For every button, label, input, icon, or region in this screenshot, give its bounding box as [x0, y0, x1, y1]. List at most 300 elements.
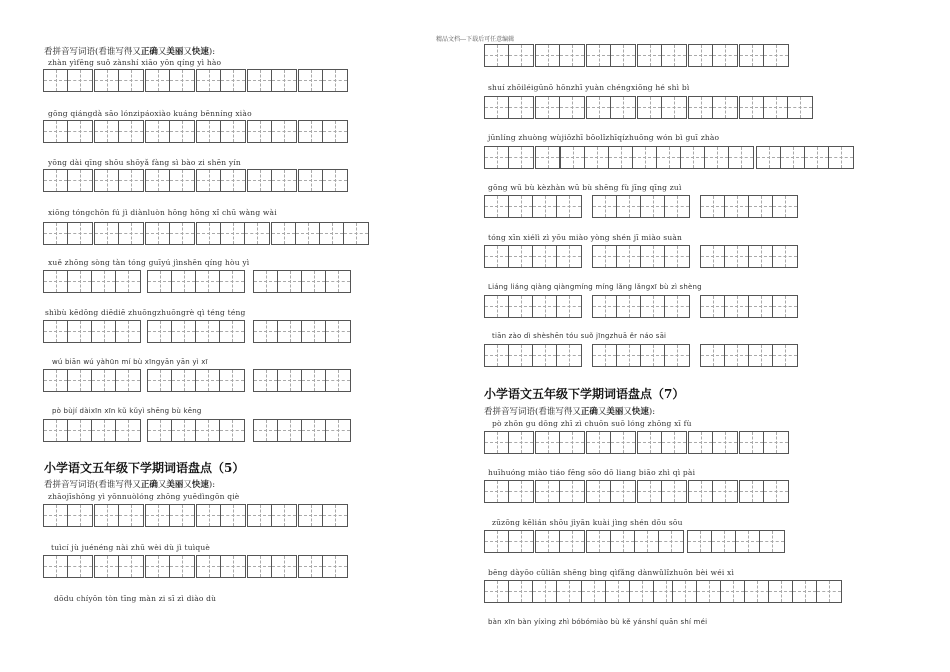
character-box[interactable] [662, 97, 686, 118]
character-box[interactable] [641, 246, 665, 267]
character-box[interactable] [245, 223, 269, 244]
character-box[interactable] [749, 296, 773, 317]
character-box[interactable] [272, 170, 296, 191]
character-box-group[interactable] [484, 344, 582, 367]
character-box[interactable] [44, 505, 68, 526]
character-box[interactable] [689, 481, 713, 502]
character-box[interactable] [170, 505, 194, 526]
character-box[interactable] [119, 556, 143, 577]
character-box[interactable] [248, 505, 272, 526]
character-box[interactable] [196, 370, 220, 391]
character-box[interactable] [773, 246, 797, 267]
character-box[interactable] [638, 481, 662, 502]
character-box[interactable] [254, 321, 278, 342]
character-box[interactable] [119, 170, 143, 191]
character-box[interactable] [611, 531, 635, 552]
character-box[interactable] [299, 121, 323, 142]
character-box[interactable] [68, 271, 92, 292]
character-box[interactable] [119, 505, 143, 526]
character-box[interactable] [254, 420, 278, 441]
character-box-group[interactable] [253, 320, 351, 343]
character-box-group[interactable] [688, 431, 738, 454]
character-box-group[interactable] [700, 344, 798, 367]
character-box[interactable] [536, 531, 560, 552]
character-box[interactable] [509, 481, 533, 502]
character-box[interactable] [92, 370, 116, 391]
character-box-group[interactable] [688, 96, 738, 119]
character-box[interactable] [665, 345, 689, 366]
character-box-group[interactable] [271, 222, 369, 245]
character-box[interactable] [740, 45, 764, 66]
character-box-group[interactable] [247, 504, 297, 527]
character-box[interactable] [116, 370, 140, 391]
character-box[interactable] [92, 321, 116, 342]
character-box[interactable] [272, 505, 296, 526]
character-box-group[interactable] [147, 320, 245, 343]
character-box[interactable] [326, 271, 350, 292]
character-box[interactable] [299, 556, 323, 577]
character-box-group[interactable] [700, 195, 798, 218]
character-box[interactable] [773, 196, 797, 217]
character-box[interactable] [116, 321, 140, 342]
character-box[interactable] [817, 581, 841, 602]
character-box[interactable] [272, 70, 296, 91]
character-box[interactable] [705, 147, 729, 168]
character-box[interactable] [326, 420, 350, 441]
character-box[interactable] [701, 196, 725, 217]
character-box-group[interactable] [247, 555, 297, 578]
character-box[interactable] [725, 345, 749, 366]
character-box[interactable] [633, 147, 657, 168]
character-box[interactable] [509, 531, 533, 552]
character-box-group[interactable] [535, 530, 585, 553]
character-box-group[interactable] [592, 295, 690, 318]
character-box-group[interactable] [687, 530, 785, 553]
character-box[interactable] [170, 223, 194, 244]
character-box-group[interactable] [298, 169, 348, 192]
character-box-group[interactable] [637, 44, 687, 67]
character-box[interactable] [560, 45, 584, 66]
character-box[interactable] [68, 370, 92, 391]
character-box[interactable] [146, 121, 170, 142]
character-box[interactable] [665, 246, 689, 267]
character-box[interactable] [172, 370, 196, 391]
character-box[interactable] [740, 97, 764, 118]
character-box[interactable] [688, 531, 712, 552]
character-box[interactable] [116, 271, 140, 292]
character-box-group[interactable] [586, 480, 636, 503]
character-box[interactable] [299, 505, 323, 526]
character-box-group[interactable] [768, 580, 842, 603]
character-box-group[interactable] [581, 580, 679, 603]
character-box-group[interactable] [94, 222, 144, 245]
character-box-group[interactable] [535, 431, 585, 454]
character-box[interactable] [278, 370, 302, 391]
character-box-group[interactable] [147, 270, 245, 293]
character-box[interactable] [323, 170, 347, 191]
character-box[interactable] [148, 420, 172, 441]
character-box[interactable] [662, 481, 686, 502]
character-box[interactable] [302, 271, 326, 292]
character-box[interactable] [630, 581, 654, 602]
character-box[interactable] [485, 97, 509, 118]
character-box[interactable] [659, 531, 683, 552]
character-box[interactable] [272, 556, 296, 577]
character-box[interactable] [485, 196, 509, 217]
character-box-group[interactable] [739, 480, 789, 503]
character-box[interactable] [196, 420, 220, 441]
character-box-group[interactable] [700, 295, 798, 318]
character-box-group[interactable] [484, 146, 534, 169]
character-box[interactable] [764, 45, 788, 66]
character-box-group[interactable] [739, 431, 789, 454]
character-box[interactable] [302, 370, 326, 391]
character-box-group[interactable] [535, 44, 585, 67]
character-box[interactable] [641, 296, 665, 317]
character-box[interactable] [638, 45, 662, 66]
character-box[interactable] [829, 147, 853, 168]
character-box[interactable] [248, 70, 272, 91]
character-box-group[interactable] [94, 69, 144, 92]
character-box-group[interactable] [586, 530, 684, 553]
character-box[interactable] [560, 432, 584, 453]
character-box-group[interactable] [43, 419, 141, 442]
character-box-group[interactable] [298, 504, 348, 527]
character-box[interactable] [736, 531, 760, 552]
character-box[interactable] [254, 370, 278, 391]
character-box-group[interactable] [535, 96, 585, 119]
character-box-group[interactable] [253, 270, 351, 293]
character-box-group[interactable] [145, 120, 195, 143]
character-box-group[interactable] [43, 222, 93, 245]
character-box[interactable] [221, 505, 245, 526]
character-box[interactable] [248, 121, 272, 142]
character-box[interactable] [485, 246, 509, 267]
character-box[interactable] [323, 505, 347, 526]
character-box-group[interactable] [145, 555, 195, 578]
character-box-group[interactable] [247, 69, 297, 92]
character-box-group[interactable] [739, 96, 813, 119]
character-box[interactable] [296, 223, 320, 244]
character-box[interactable] [509, 196, 533, 217]
character-box[interactable] [509, 581, 533, 602]
character-box[interactable] [272, 223, 296, 244]
character-box[interactable] [323, 556, 347, 577]
character-box[interactable] [344, 223, 368, 244]
character-box[interactable] [148, 271, 172, 292]
character-box-group[interactable] [592, 344, 690, 367]
character-box[interactable] [617, 246, 641, 267]
character-box[interactable] [278, 271, 302, 292]
character-box[interactable] [485, 581, 509, 602]
character-box-group[interactable] [147, 419, 245, 442]
character-box[interactable] [95, 170, 119, 191]
character-box[interactable] [485, 45, 509, 66]
character-box-group[interactable] [637, 96, 687, 119]
character-box[interactable] [713, 45, 737, 66]
character-box[interactable] [196, 321, 220, 342]
character-box[interactable] [725, 246, 749, 267]
character-box[interactable] [697, 581, 721, 602]
character-box-group[interactable] [298, 555, 348, 578]
character-box[interactable] [44, 70, 68, 91]
character-box[interactable] [68, 556, 92, 577]
character-box-group[interactable] [196, 169, 246, 192]
character-box[interactable] [587, 481, 611, 502]
character-box-group[interactable] [484, 96, 534, 119]
character-box[interactable] [557, 581, 581, 602]
character-box[interactable] [68, 121, 92, 142]
character-box[interactable] [509, 97, 533, 118]
character-box[interactable] [585, 147, 609, 168]
character-box[interactable] [254, 271, 278, 292]
character-box[interactable] [701, 296, 725, 317]
character-box[interactable] [220, 420, 244, 441]
character-box[interactable] [172, 420, 196, 441]
character-box[interactable] [712, 531, 736, 552]
character-box[interactable] [221, 223, 245, 244]
character-box-group[interactable] [43, 320, 141, 343]
character-box[interactable] [805, 147, 829, 168]
character-box[interactable] [557, 345, 581, 366]
character-box[interactable] [221, 556, 245, 577]
character-box[interactable] [95, 121, 119, 142]
character-box[interactable] [749, 345, 773, 366]
character-box-group[interactable] [535, 480, 585, 503]
character-box[interactable] [485, 296, 509, 317]
character-box[interactable] [536, 481, 560, 502]
character-box[interactable] [560, 97, 584, 118]
character-box-group[interactable] [484, 44, 534, 67]
character-box-group[interactable] [253, 369, 351, 392]
character-box-group[interactable] [586, 96, 636, 119]
character-box[interactable] [725, 196, 749, 217]
character-box[interactable] [509, 45, 533, 66]
character-box[interactable] [68, 420, 92, 441]
character-box-group[interactable] [484, 480, 534, 503]
character-box[interactable] [773, 296, 797, 317]
character-box[interactable] [673, 581, 697, 602]
character-box[interactable] [148, 370, 172, 391]
character-box[interactable] [116, 420, 140, 441]
character-box[interactable] [197, 70, 221, 91]
character-box[interactable] [278, 420, 302, 441]
character-box[interactable] [320, 223, 344, 244]
character-box[interactable] [641, 345, 665, 366]
character-box[interactable] [560, 481, 584, 502]
character-box[interactable] [326, 370, 350, 391]
character-box-group[interactable] [43, 120, 93, 143]
character-box[interactable] [665, 196, 689, 217]
character-box[interactable] [197, 223, 221, 244]
character-box[interactable] [536, 45, 560, 66]
character-box[interactable] [587, 97, 611, 118]
character-box[interactable] [44, 370, 68, 391]
character-box[interactable] [68, 223, 92, 244]
character-box[interactable] [299, 70, 323, 91]
character-box[interactable] [170, 70, 194, 91]
character-box-group[interactable] [484, 245, 582, 268]
character-box[interactable] [781, 147, 805, 168]
character-box[interactable] [725, 296, 749, 317]
character-box[interactable] [68, 170, 92, 191]
character-box-group[interactable] [43, 270, 141, 293]
character-box[interactable] [641, 196, 665, 217]
character-box[interactable] [593, 296, 617, 317]
character-box[interactable] [611, 432, 635, 453]
character-box-group[interactable] [196, 222, 270, 245]
character-box[interactable] [713, 481, 737, 502]
character-box[interactable] [587, 45, 611, 66]
character-box[interactable] [92, 420, 116, 441]
character-box[interactable] [509, 147, 533, 168]
character-box[interactable] [248, 170, 272, 191]
character-box[interactable] [557, 196, 581, 217]
character-box[interactable] [788, 97, 812, 118]
character-box[interactable] [557, 246, 581, 267]
character-box[interactable] [749, 246, 773, 267]
character-box-group[interactable] [484, 580, 582, 603]
character-box[interactable] [536, 432, 560, 453]
character-box-group[interactable] [592, 245, 690, 268]
character-box[interactable] [689, 45, 713, 66]
character-box[interactable] [609, 147, 633, 168]
character-box-group[interactable] [94, 555, 144, 578]
character-box-group[interactable] [592, 195, 690, 218]
character-box[interactable] [662, 45, 686, 66]
character-box[interactable] [220, 321, 244, 342]
character-box[interactable] [221, 70, 245, 91]
character-box[interactable] [665, 296, 689, 317]
character-box[interactable] [221, 170, 245, 191]
character-box[interactable] [561, 147, 585, 168]
character-box-group[interactable] [253, 419, 351, 442]
character-box[interactable] [197, 170, 221, 191]
character-box[interactable] [509, 296, 533, 317]
character-box[interactable] [92, 271, 116, 292]
character-box[interactable] [221, 121, 245, 142]
character-box-group[interactable] [484, 195, 582, 218]
character-box[interactable] [638, 97, 662, 118]
character-box[interactable] [485, 481, 509, 502]
character-box-group[interactable] [145, 504, 195, 527]
character-box-group[interactable] [196, 69, 246, 92]
character-box[interactable] [509, 345, 533, 366]
character-box[interactable] [533, 345, 557, 366]
character-box[interactable] [95, 70, 119, 91]
character-box-group[interactable] [94, 169, 144, 192]
character-box[interactable] [740, 432, 764, 453]
character-box[interactable] [326, 321, 350, 342]
character-box-group[interactable] [484, 295, 582, 318]
character-box[interactable] [197, 121, 221, 142]
character-box[interactable] [593, 246, 617, 267]
character-box[interactable] [701, 246, 725, 267]
character-box-group[interactable] [43, 69, 93, 92]
character-box[interactable] [68, 321, 92, 342]
character-box[interactable] [729, 147, 753, 168]
character-box[interactable] [760, 531, 784, 552]
character-box[interactable] [617, 345, 641, 366]
character-box[interactable] [146, 505, 170, 526]
character-box-group[interactable] [688, 480, 738, 503]
character-box[interactable] [272, 121, 296, 142]
character-box[interactable] [701, 345, 725, 366]
character-box[interactable] [638, 432, 662, 453]
character-box[interactable] [509, 432, 533, 453]
character-box-group[interactable] [247, 120, 297, 143]
character-box[interactable] [617, 296, 641, 317]
character-box[interactable] [793, 581, 817, 602]
character-box-group[interactable] [484, 530, 534, 553]
character-box-group[interactable] [688, 44, 738, 67]
character-box-group[interactable] [145, 222, 195, 245]
character-box[interactable] [302, 420, 326, 441]
character-box[interactable] [299, 170, 323, 191]
character-box[interactable] [485, 432, 509, 453]
character-box[interactable] [197, 505, 221, 526]
character-box[interactable] [635, 531, 659, 552]
character-box[interactable] [764, 97, 788, 118]
character-box[interactable] [757, 147, 781, 168]
character-box[interactable] [485, 147, 509, 168]
character-box[interactable] [44, 420, 68, 441]
character-box[interactable] [582, 581, 606, 602]
character-box[interactable] [170, 121, 194, 142]
character-box[interactable] [606, 581, 630, 602]
character-box[interactable] [764, 432, 788, 453]
character-box[interactable] [681, 147, 705, 168]
character-box[interactable] [587, 531, 611, 552]
character-box[interactable] [611, 45, 635, 66]
character-box[interactable] [713, 97, 737, 118]
character-box[interactable] [749, 196, 773, 217]
character-box[interactable] [740, 481, 764, 502]
character-box[interactable] [533, 246, 557, 267]
character-box-group[interactable] [196, 504, 246, 527]
character-box[interactable] [146, 556, 170, 577]
character-box-group[interactable] [94, 120, 144, 143]
character-box[interactable] [593, 345, 617, 366]
character-box[interactable] [278, 321, 302, 342]
character-box-group[interactable] [586, 431, 636, 454]
character-box-group[interactable] [145, 69, 195, 92]
character-box-group[interactable] [298, 69, 348, 92]
character-box[interactable] [509, 246, 533, 267]
character-box[interactable] [560, 531, 584, 552]
character-box-group[interactable] [247, 169, 297, 192]
character-box[interactable] [172, 271, 196, 292]
character-box[interactable] [146, 223, 170, 244]
character-box[interactable] [536, 147, 560, 168]
character-box[interactable] [44, 271, 68, 292]
character-box[interactable] [617, 196, 641, 217]
character-box[interactable] [248, 556, 272, 577]
character-box[interactable] [485, 531, 509, 552]
character-box[interactable] [68, 505, 92, 526]
character-box[interactable] [745, 581, 769, 602]
character-box[interactable] [146, 170, 170, 191]
character-box-group[interactable] [43, 369, 141, 392]
character-box-group[interactable] [739, 44, 789, 67]
character-box[interactable] [146, 70, 170, 91]
character-box[interactable] [302, 321, 326, 342]
character-box[interactable] [95, 505, 119, 526]
character-box[interactable] [95, 556, 119, 577]
character-box-group[interactable] [637, 480, 687, 503]
character-box[interactable] [323, 121, 347, 142]
character-box[interactable] [689, 432, 713, 453]
